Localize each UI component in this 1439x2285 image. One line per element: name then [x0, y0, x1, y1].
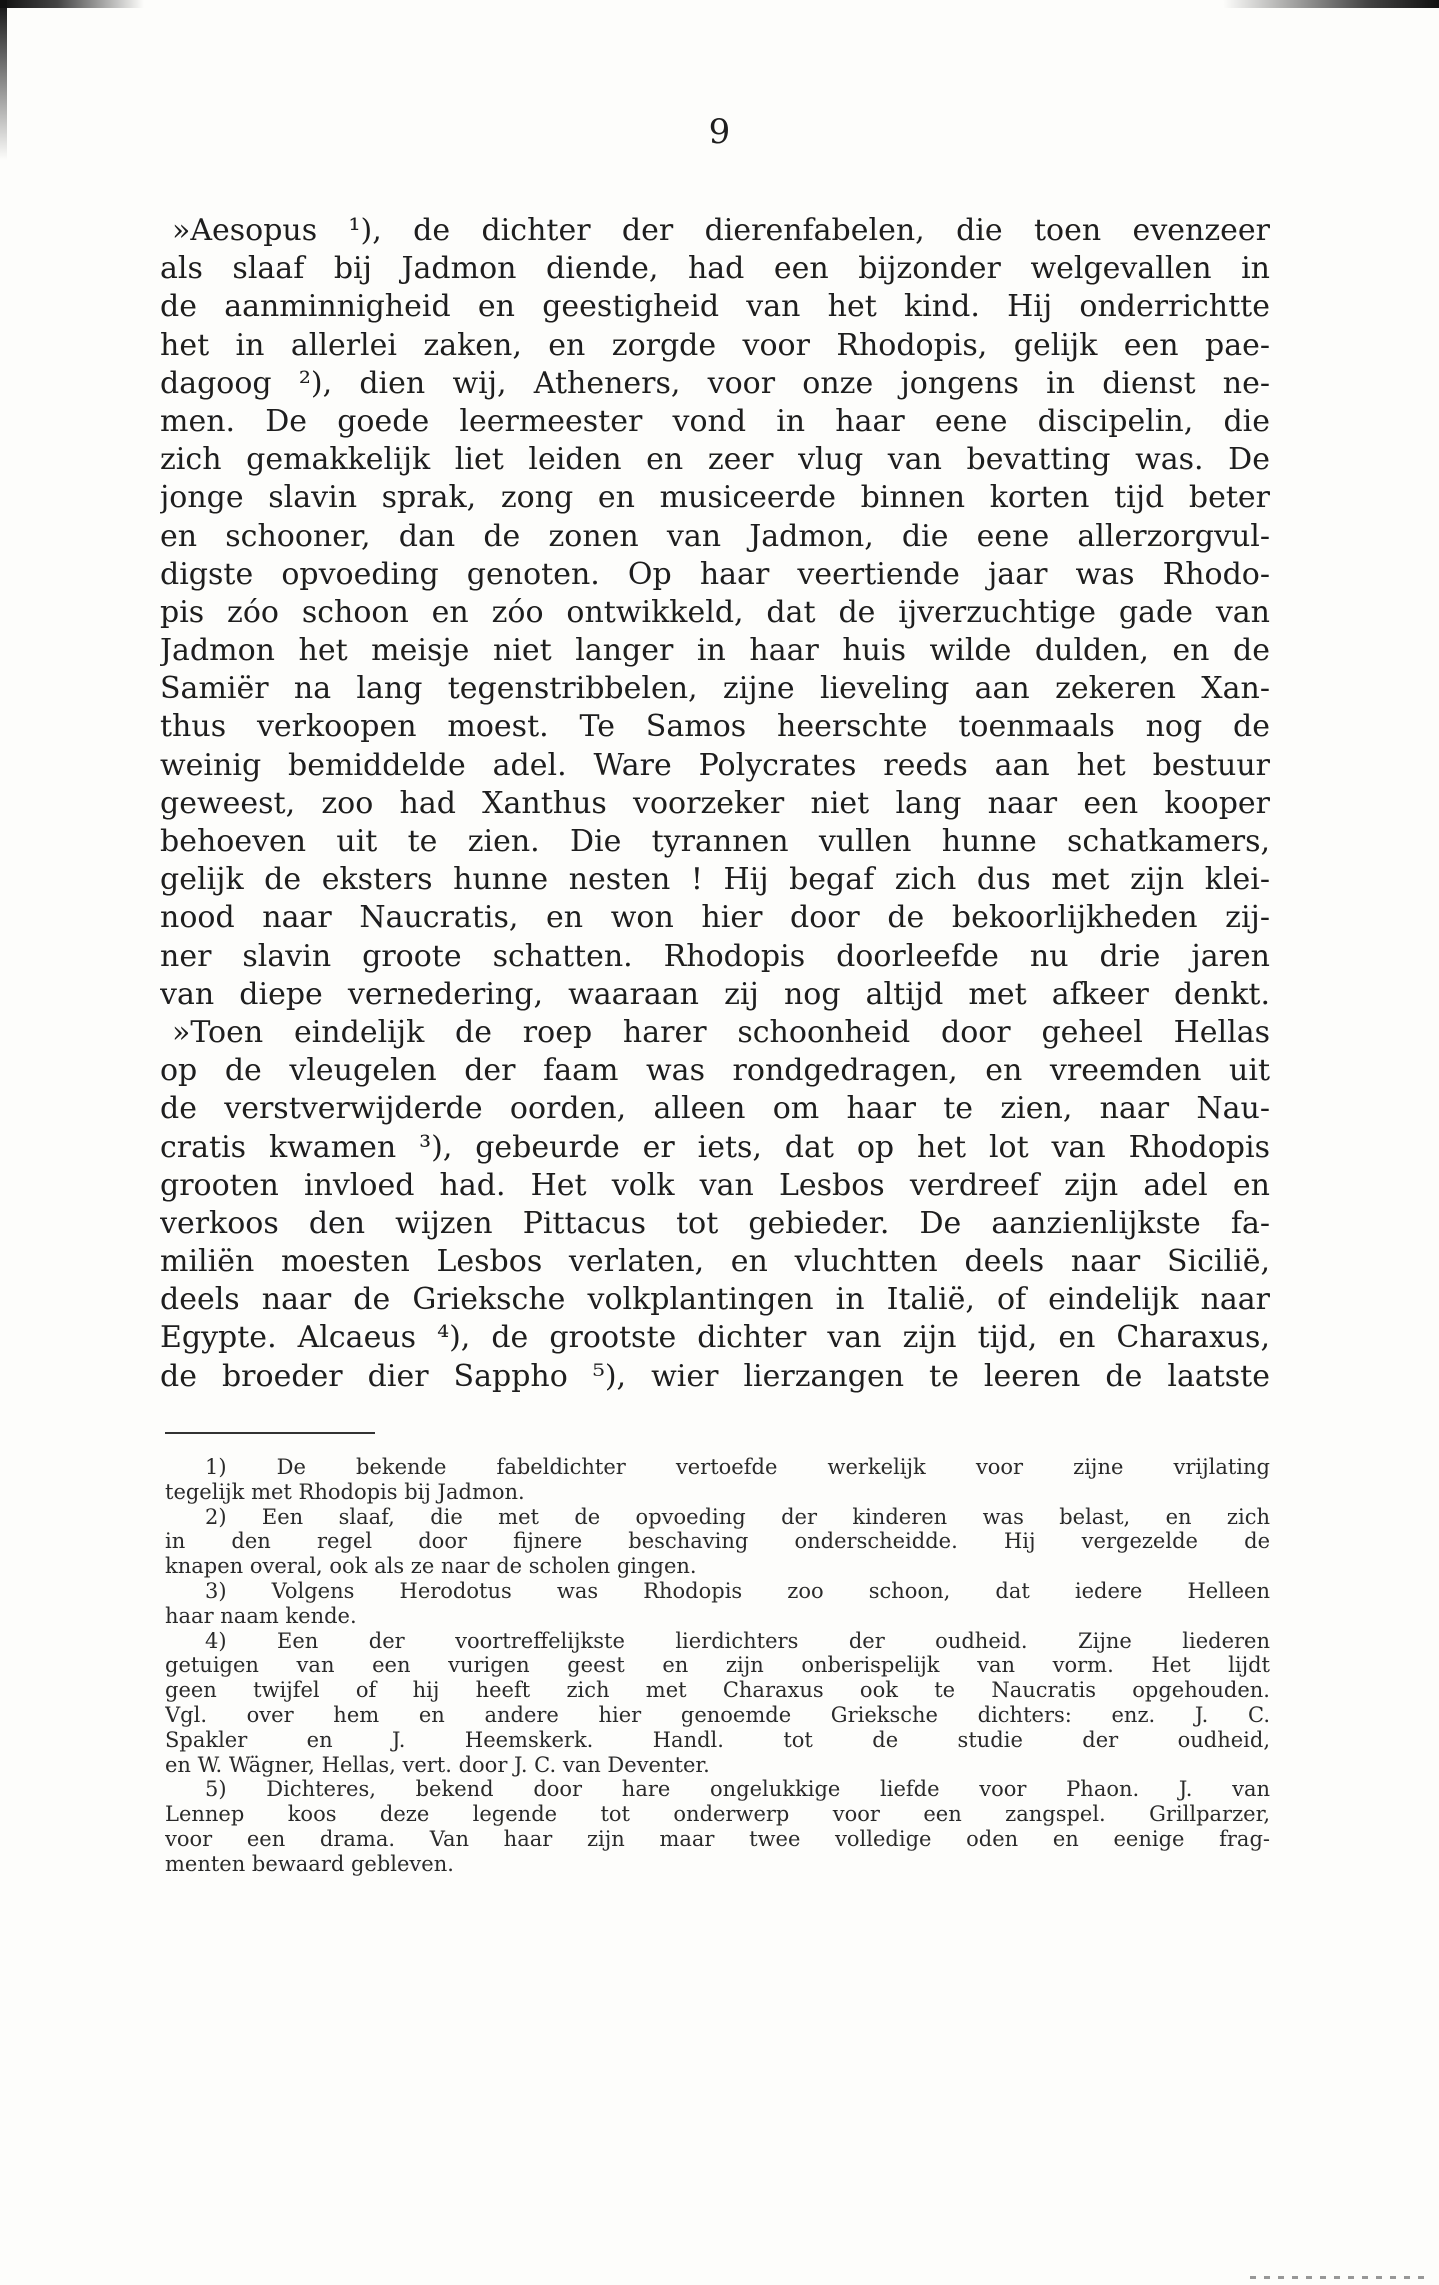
- footnote-line: in den regel door fijnere beschaving onderscheidde. Hij vergezelde de: [165, 1529, 1270, 1554]
- footnote-line: 2) Een slaaf, die met de opvoeding der kinderen was belast, en zich: [205, 1504, 1270, 1529]
- body-line: grooten invloed had. Het volk van Lesbos verdreef zijn adel en: [160, 1167, 1270, 1203]
- footnote-line: Vgl. over hem en andere hier genoemde Grieksche dichters: enz. J. C.: [165, 1702, 1270, 1727]
- body-line: thus verkoopen moest. Te Samos heerschte toenmaals nog de: [160, 709, 1270, 745]
- footnote-line: voor een drama. Van haar zijn maar twee volledige oden en eenige frag-: [165, 1826, 1270, 1851]
- body-line: digste opvoeding genoten. Op haar veertiende jaar was Rhodo-: [160, 556, 1270, 592]
- body-line: geweest, zoo had Xanthus voorzeker niet lang naar een kooper: [160, 785, 1270, 821]
- body-line: op de vleugelen der faam was rondgedragen, en vreemden uit: [160, 1053, 1270, 1089]
- footnote-line: Spakler en J. Heemskerk. Handl. tot de studie der oudheid,: [165, 1727, 1270, 1752]
- body-line: de broeder dier Sappho ⁵), wier lierzangen te leeren de laatste: [160, 1358, 1270, 1394]
- body-line: cratis kwamen ³), gebeurde er iets, dat op het lot van Rhodopis: [160, 1129, 1270, 1165]
- body-line: de verstverwijderde oorden, alleen om haar te zien, naar Nau-: [160, 1091, 1270, 1127]
- footnote-line: menten bewaard gebleven.: [165, 1851, 454, 1876]
- footnote-line: 1) De bekende fabeldichter vertoefde werkelijk voor zijne vrijlating: [205, 1455, 1270, 1479]
- body-line: Samiër na lang tegenstribbelen, zijne lieveling aan zekeren Xan-: [160, 671, 1270, 707]
- body-line: Egypte. Alcaeus ⁴), de grootste dichter van zijn tijd, en Charaxus,: [160, 1320, 1270, 1356]
- body-line: »Aesopus ¹), de dichter der dierenfabelen, die toen evenzeer: [172, 213, 1270, 248]
- footnote-line: Lennep koos deze legende tot onderwerp voor een zangspel. Grillparzer,: [165, 1802, 1270, 1827]
- footnote-line: tegelijk met Rhodopis bij Jadmon.: [165, 1479, 525, 1504]
- scan-edge-top: [0, 0, 1439, 8]
- body-text: [160, 212, 1270, 1396]
- body-line: Jadmon het meisje niet langer in haar huis wilde dulden, en de: [160, 633, 1270, 669]
- body-line: het in allerlei zaken, en zorgde voor Rhodopis, gelijk een pae-: [160, 327, 1270, 363]
- footnote-line: 5) Dichteres, bekend door hare ongelukkige liefde voor Phaon. J. van: [205, 1777, 1270, 1802]
- body-line: »Toen eindelijk de roep harer schoonheid door geheel Hellas: [172, 1014, 1270, 1050]
- page-number: 9: [708, 112, 731, 152]
- body-line: behoeven uit te zien. Die tyrannen vullen hunne schatkamers,: [160, 824, 1270, 859]
- footnote-divider: [165, 1432, 375, 1434]
- body-line: miliën moesten Lesbos verlaten, en vluchtten deels naar Sicilië,: [160, 1244, 1270, 1280]
- body-line: dagoog ²), dien wij, Atheners, voor onze jongens in dienst ne-: [160, 365, 1270, 401]
- body-line: men. De goede leermeester vond in haar eene discipelin, die: [160, 403, 1270, 439]
- footnotes: [165, 1455, 1270, 1877]
- body-line: als slaaf bij Jadmon diende, had een bijzonder welgevallen in: [160, 251, 1270, 287]
- body-line: weinig bemiddelde adel. Ware Polycrates reeds aan het bestuur: [160, 747, 1270, 783]
- body-line: van diepe vernedering, waaraan zij nog altijd met afkeer denkt.: [160, 976, 1270, 1012]
- footnote-line: getuigen van een vurigen geest en zijn onberispelijk van vorm. Het lijdt: [165, 1653, 1270, 1678]
- footnote-line: haar naam kende.: [165, 1603, 357, 1628]
- body-line: en schooner, dan de zonen van Jadmon, die eene allerzorgvul-: [160, 518, 1270, 554]
- footnote-line: en W. Wägner, Hellas, vert. door J. C. van Deventer.: [165, 1752, 710, 1777]
- body-line: nood naar Naucratis, en won hier door de bekoorlijkheden zij-: [160, 900, 1270, 936]
- scan-edge-bottom: [1250, 2276, 1430, 2279]
- body-line: verkoos den wijzen Pittacus tot gebieder. De aanzienlijkste fa-: [160, 1205, 1270, 1241]
- footnote-line: 3) Volgens Herodotus was Rhodopis zoo schoon, dat iedere Helleen: [205, 1578, 1270, 1603]
- body-line: jonge slavin sprak, zong en musiceerde binnen korten tijd beter: [160, 480, 1270, 516]
- footnote-line: geen twijfel of hij heeft zich met Charaxus ook te Naucratis opgehouden.: [165, 1678, 1270, 1703]
- body-line: ner slavin groote schatten. Rhodopis doorleefde nu drie jaren: [160, 938, 1270, 974]
- body-line: gelijk de eksters hunne nesten ! Hij begaf zich dus met zijn klei-: [160, 862, 1270, 898]
- body-line: pis zóo schoon en zóo ontwikkeld, dat de ijverzuchtige gade van: [160, 594, 1270, 630]
- body-line: deels naar de Grieksche volkplantingen in Italië, of eindelijk naar: [160, 1282, 1270, 1318]
- body-line: zich gemakkelijk liet leiden en zeer vlug van bevatting was. De: [160, 442, 1270, 478]
- footnote-line: 4) Een der voortreffelijkste lierdichters der oudheid. Zijne liederen: [205, 1628, 1270, 1653]
- body-line: de aanminnigheid en geestigheid van het kind. Hij onderrichtte: [160, 289, 1270, 325]
- footnote-line: knapen overal, ook als ze naar de scholen gingen.: [165, 1554, 697, 1579]
